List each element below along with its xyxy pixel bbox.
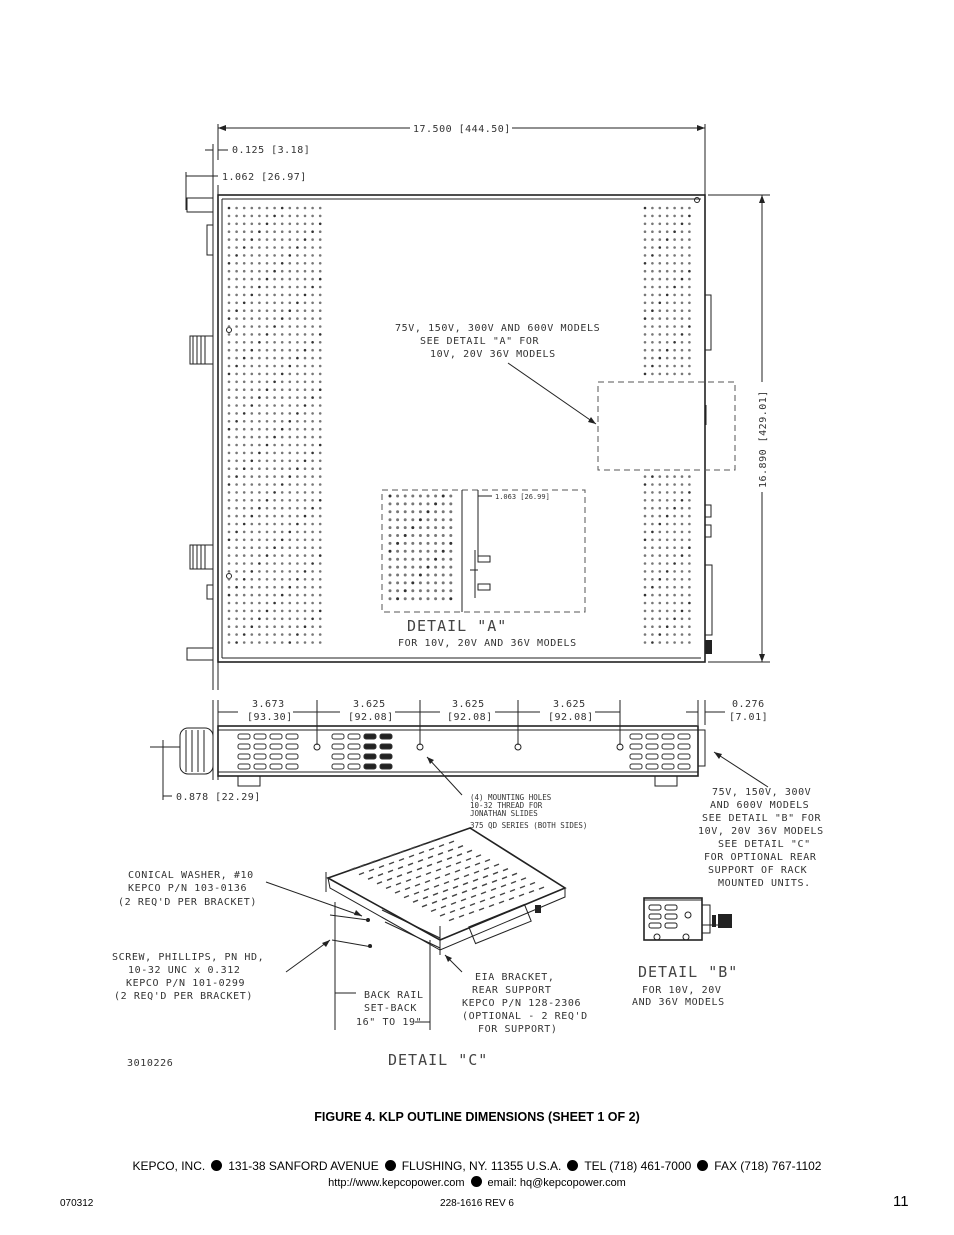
rear-note-8: MOUNTED UNITS. <box>718 878 811 889</box>
screw-note-2: 10-32 UNC x 0.312 <box>128 965 241 976</box>
detail-c-isometric <box>326 828 565 955</box>
drawing-number: 3010226 <box>127 1058 174 1069</box>
side-dim-3-mm: [92.08] <box>447 712 493 723</box>
mounting-note-3: JONATHAN SLIDES <box>470 809 538 818</box>
rear-note-7: SUPPORT OF RACK <box>708 865 808 876</box>
bullet-icon <box>211 1160 222 1171</box>
footer-contact-line <box>0 1176 954 1189</box>
footer-web-link[interactable]: http://www.kepcopower.com <box>328 1177 465 1189</box>
detail-a-subtitle: FOR 10V, 20V AND 36V MODELS <box>398 638 577 649</box>
footer-tel: TEL (718) 461-7000 <box>584 1159 692 1173</box>
rear-note-2: AND 600V MODELS <box>710 800 810 811</box>
note-models-line2: SEE DETAIL "A" FOR <box>420 336 540 347</box>
detail-a-title: DETAIL "A" <box>407 617 508 635</box>
detail-b-sub-2: AND 36V MODELS <box>632 997 725 1008</box>
screw-note-3: KEPCO P/N 101-0299 <box>126 978 246 989</box>
detail-a-vents <box>389 495 453 601</box>
mounting-note-2: 10-32 THREAD FOR <box>470 801 543 810</box>
bracket-note-4: (OPTIONAL - 2 REQ'D <box>462 1011 588 1022</box>
detail-c-title: DETAIL "C" <box>388 1051 489 1069</box>
rear-note-5: SEE DETAIL "C" <box>718 839 811 850</box>
detail-b-sub-1: FOR 10V, 20V <box>642 985 722 996</box>
bracket-note-1: EIA BRACKET, <box>475 972 555 983</box>
footer-address-line <box>0 1159 954 1173</box>
screw-note-4: (2 REQ'D PER BRACKET) <box>114 991 254 1002</box>
detail-b-title: DETAIL "B" <box>638 963 739 981</box>
figure-caption: FIGURE 4. KLP OUTLINE DIMENSIONS (SHEET 1 OF 2) <box>314 1110 640 1124</box>
screw-note-1: SCREW, PHILLIPS, PN HD, <box>112 952 265 963</box>
note-models-line1: 75V, 150V, 300V AND 600V MODELS <box>395 323 601 334</box>
side-dim-1-in: 3.673 <box>252 699 285 710</box>
bullet-icon <box>471 1176 482 1187</box>
side-dim-4-in: 3.625 <box>553 699 586 710</box>
footer-company: KEPCO, INC. <box>132 1159 206 1173</box>
dim-depth: 16.890 [429.01] <box>758 390 769 488</box>
rail-note-2: SET-BACK <box>364 1003 417 1014</box>
footer-city: FLUSHING, NY. 11355 U.S.A. <box>401 1159 562 1173</box>
bullet-icon <box>567 1160 578 1171</box>
rear-note-3: SEE DETAIL "B" FOR <box>702 813 822 824</box>
rail-note-1: BACK RAIL <box>364 990 424 1001</box>
washer-note-2: KEPCO P/N 103-0136 <box>128 883 248 894</box>
rear-dim-in: 0.276 <box>732 699 765 710</box>
footer-fax: FAX (718) 767-1102 <box>714 1159 822 1173</box>
dim-overall-width: 17.500 [444.50] <box>413 124 511 135</box>
side-dim-4-mm: [92.08] <box>548 712 594 723</box>
footer-doc-revision: 228-1616 REV 6 <box>440 1198 514 1209</box>
rear-note-4: 10V, 20V 36V MODELS <box>698 826 824 837</box>
footer-email-link[interactable]: email: hq@kepcopower.com <box>487 1177 626 1189</box>
footer-date-code: 070312 <box>60 1198 94 1209</box>
bullet-icon <box>385 1160 396 1171</box>
side-vent-slots <box>238 734 690 769</box>
bracket-note-5: FOR SUPPORT) <box>478 1024 558 1035</box>
dim-handle-depth: 1.062 [26.97] <box>222 172 307 183</box>
vent-hole-pattern <box>228 207 691 644</box>
bracket-note-3: KEPCO P/N 128-2306 <box>462 998 582 1009</box>
bracket-note-2: REAR SUPPORT <box>472 985 552 996</box>
side-dim-3-in: 3.625 <box>452 699 485 710</box>
page-number: 11 <box>893 1193 909 1210</box>
mounting-note-4: 375 QD SERIES (BOTH SIDES) <box>470 821 588 830</box>
side-dim-2-mm: [92.08] <box>348 712 394 723</box>
washer-note-3: (2 REQ'D PER BRACKET) <box>118 897 258 908</box>
rear-note-6: FOR OPTIONAL REAR <box>704 852 817 863</box>
dim-panel-thickness: 0.125 [3.18] <box>232 145 311 156</box>
washer-note-1: CONICAL WASHER, #10 <box>128 870 254 881</box>
side-dim-2-in: 3.625 <box>353 699 386 710</box>
rail-note-3: 16" TO 19" <box>356 1017 423 1028</box>
bullet-icon <box>697 1160 708 1171</box>
dim-bottom: 0.878 [22.29] <box>176 792 261 803</box>
rear-dim-mm: [7.01] <box>729 712 769 723</box>
mounting-note-1: (4) MOUNTING HOLES <box>470 793 552 802</box>
note-models-line3: 10V, 20V 36V MODELS <box>430 349 556 360</box>
rear-note-1: 75V, 150V, 300V <box>712 787 812 798</box>
footer-street: 131-38 SANFORD AVENUE <box>228 1159 379 1173</box>
side-dim-1-mm: [93.30] <box>247 712 293 723</box>
detail-a-dim: 1.063 [26.99] <box>495 493 550 501</box>
